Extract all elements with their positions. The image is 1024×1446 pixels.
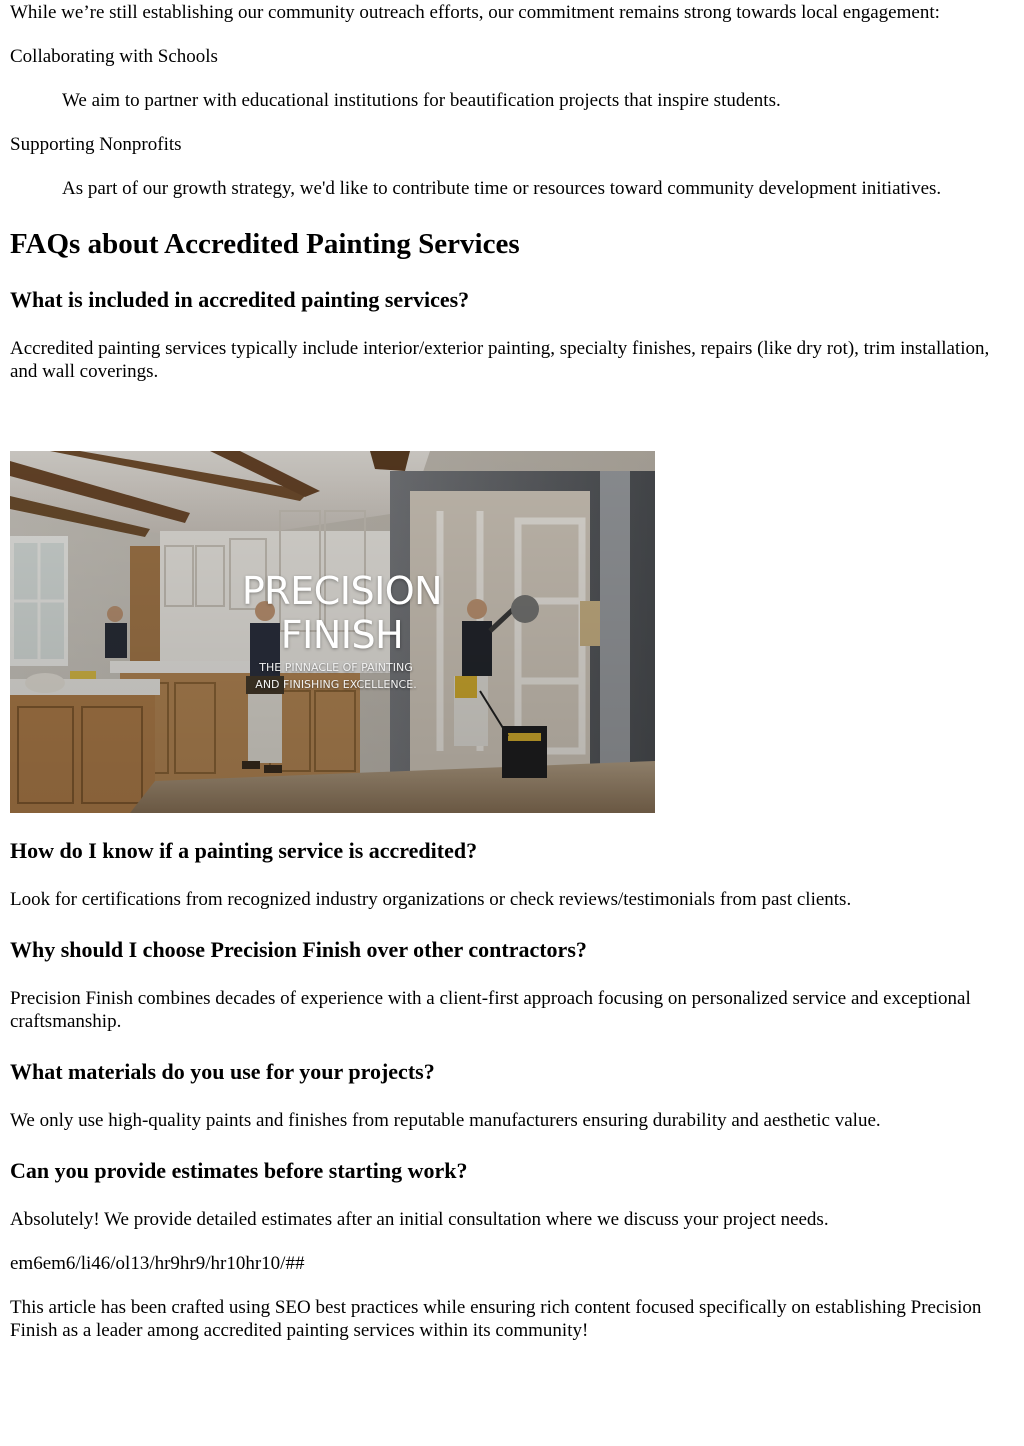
brand-line-1: PRECISION bbox=[241, 569, 443, 613]
tagline-line-2: AND FINISHING EXCELLENCE. bbox=[255, 678, 417, 691]
outreach-term: Supporting Nonprofits bbox=[10, 134, 182, 155]
brand-line-2: FINISH bbox=[280, 613, 404, 657]
outreach-description: We aim to partner with educational institutions for beautification projects that inspire students. bbox=[62, 90, 781, 111]
hero-image bbox=[10, 451, 655, 813]
faq-question: Why should I choose Precision Finish over other contractors? bbox=[10, 937, 587, 962]
faq-answer: We only use high-quality paints and finishes from reputable manufacturers ensuring durability and aesthetic value. bbox=[10, 1110, 881, 1131]
intro-paragraph: While we’re still establishing our community outreach efforts, our commitment remains strong towards local engagement: bbox=[10, 2, 940, 23]
faq-question: What materials do you use for your projects? bbox=[10, 1059, 435, 1084]
outreach-term: Collaborating with Schools bbox=[10, 46, 218, 67]
article-bottom bbox=[10, 838, 1000, 1342]
outreach-list bbox=[10, 45, 1000, 200]
tagline-line-1: THE PINNACLE OF PAINTING bbox=[259, 661, 413, 674]
faq-question: How do I know if a painting service is accredited? bbox=[10, 838, 478, 863]
kitchen-painting-illustration bbox=[10, 451, 655, 813]
closing-paragraph: This article has been crafted using SEO best practices while ensuring rich content focused specifically on establishing Precision Finish as a leader among accredited painting services within its community! bbox=[10, 1297, 982, 1341]
faq-answer: Accredited painting services typically include interior/exterior painting, specialty finishes, repairs (like dry rot), trim installation, and wall coverings. bbox=[10, 338, 990, 382]
faq-question: What is included in accredited painting services? bbox=[10, 287, 470, 312]
faq-answer: Absolutely! We provide detailed estimates after an initial consultation where we discuss your project needs. bbox=[10, 1209, 829, 1230]
stray-markup-text: em6em6/li46/ol13/hr9hr9/hr10hr10/## bbox=[10, 1253, 305, 1274]
faq-answer: Precision Finish combines decades of experience with a client-first approach focusing on personalized service and exceptional craftsmanship. bbox=[10, 988, 971, 1032]
faq-question: Can you provide estimates before starting work? bbox=[10, 1158, 468, 1183]
faq-heading: FAQs about Accredited Painting Services bbox=[10, 228, 520, 260]
faq-answer: Look for certifications from recognized industry organizations or check reviews/testimonials from past clients. bbox=[10, 889, 852, 910]
article-top bbox=[10, 0, 1000, 383]
outreach-description: As part of our growth strategy, we'd like to contribute time or resources toward community development initiatives. bbox=[62, 178, 942, 199]
